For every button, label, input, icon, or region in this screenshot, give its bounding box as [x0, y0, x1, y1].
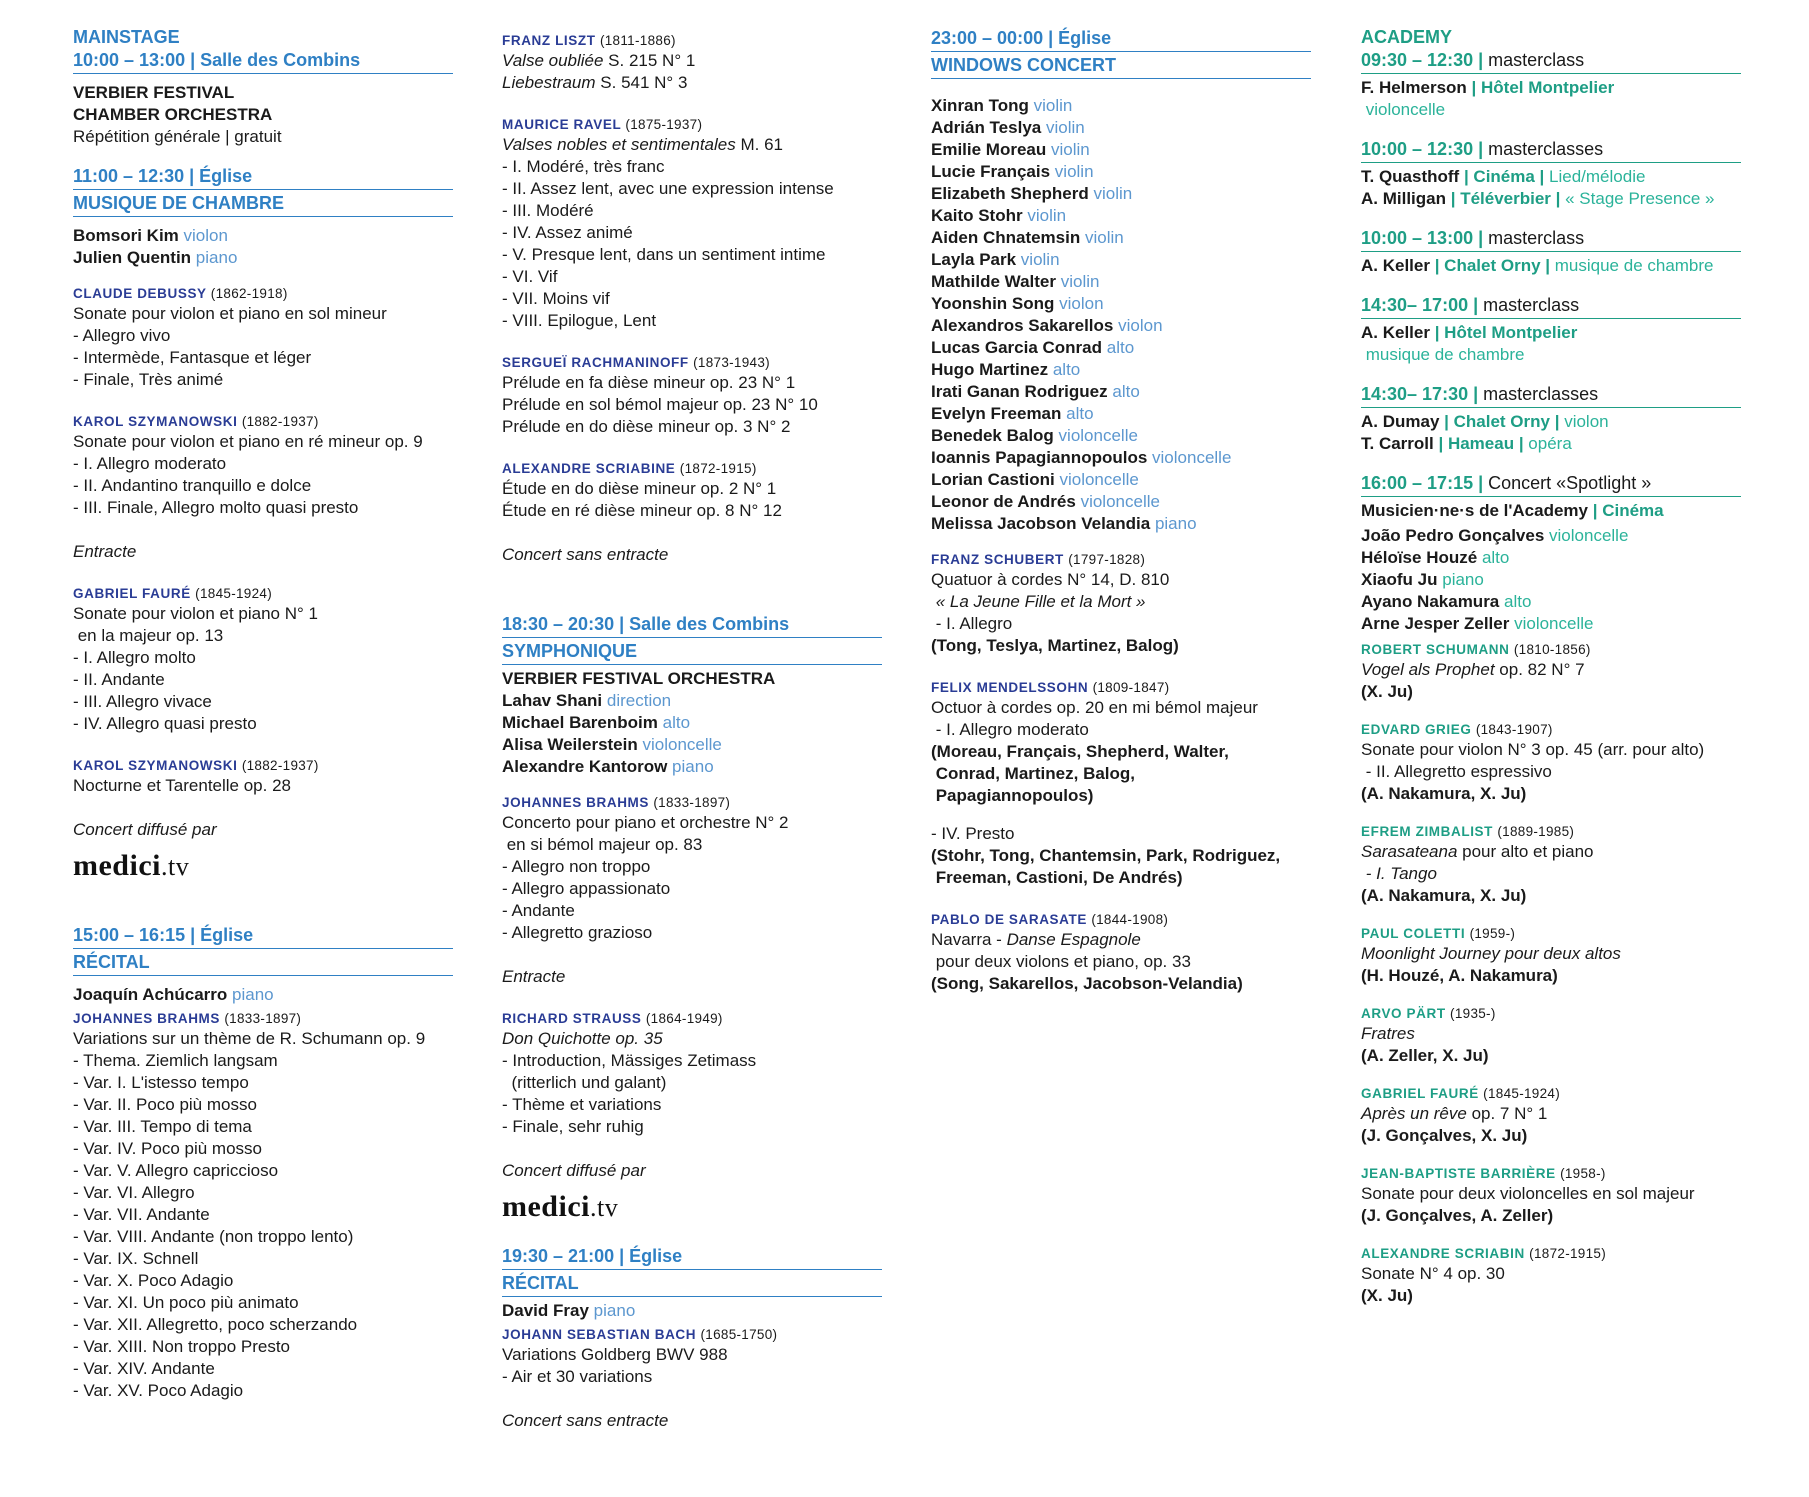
work-line: - IV. Presto	[931, 824, 1015, 843]
entracte: Entracte	[502, 967, 566, 986]
work-title: Moonlight Journey pour deux altos	[1361, 944, 1621, 963]
performer: Julien Quentin piano	[73, 248, 238, 267]
work-line: - Allegro vivo	[73, 326, 171, 345]
work-title: Navarra - Danse Espagnole	[931, 930, 1141, 949]
work-line: - III. Allegro vivace	[73, 692, 212, 711]
performer: João Pedro Gonçalves violoncelle	[1361, 526, 1629, 545]
composer: JEAN-BAPTISTE BARRIÈRE (1958-)	[1361, 1166, 1606, 1181]
masterclass-row: F. Helmerson | Hôtel Montpelier	[1361, 78, 1615, 97]
work-line: - Finale, sehr ruhig	[502, 1117, 644, 1136]
composer: KAROL SZYMANOWSKI (1882-1937)	[73, 758, 319, 773]
masterclass-subject: musique de chambre	[1361, 345, 1525, 364]
composer: RICHARD STRAUSS (1864-1949)	[502, 1011, 723, 1026]
session-time: 10:00 – 12:30 | masterclasses	[1361, 137, 1741, 163]
performer-group: (Song, Sakarellos, Jacobson-Velandia)	[931, 974, 1243, 993]
concert-subtitle: Musicien·ne·s de l'Academy | Cinéma	[1361, 501, 1664, 520]
work-line: - III. Finale, Allegro molto quasi presto	[73, 498, 359, 517]
performer: Michael Barenboim alto	[502, 713, 691, 732]
performer: Alexandre Kantorow piano	[502, 757, 714, 776]
work-line: - Var. IX. Schnell	[73, 1249, 199, 1268]
work-line: - Var. IV. Poco più mosso	[73, 1139, 262, 1158]
performer-group: Conrad, Martinez, Balog,	[931, 764, 1136, 783]
work-line: - Thema. Ziemlich langsam	[73, 1051, 278, 1070]
session-time: 10:00 – 13:00 | masterclass	[1361, 226, 1741, 252]
session-note: Concert sans entracte	[502, 1411, 669, 1430]
performer-group: (Tong, Teslya, Martinez, Balog)	[931, 636, 1179, 655]
work-title: Sonate pour violon N° 3 op. 45 (arr. pour alto)	[1361, 740, 1705, 759]
performer-group: Papagiannopoulos)	[931, 786, 1094, 805]
performer: Hugo Martinez alto	[931, 360, 1081, 379]
composer: ALEXANDRE SCRIABIN (1872-1915)	[1361, 1246, 1607, 1261]
work-line: - I. Modéré, très franc	[502, 157, 665, 176]
composer: MAURICE RAVEL (1875-1937)	[502, 117, 703, 132]
work-line: - Var. II. Poco più mosso	[73, 1095, 257, 1114]
masterclass-row: A. Keller | Chalet Orny | musique de chambre	[1361, 256, 1714, 275]
performer: Emilie Moreau violin	[931, 140, 1090, 159]
work-line: Liebestraum S. 541 N° 3	[502, 73, 688, 92]
performer-group: (J. Gonçalves, A. Zeller)	[1361, 1206, 1554, 1225]
session-time: 11:00 – 12:30 | Église	[73, 164, 453, 190]
column-windows-concert	[931, 26, 1311, 995]
work-line: - Thème et variations	[502, 1095, 662, 1114]
work-line: - Var. III. Tempo di tema	[73, 1117, 252, 1136]
session-title: SYMPHONIQUE	[502, 639, 882, 665]
work-line: - Introduction, Mässiges Zetimass	[502, 1051, 757, 1070]
work-title: Vogel als Prophet op. 82 N° 7	[1361, 660, 1585, 679]
performer-group: (A. Zeller, X. Ju)	[1361, 1046, 1489, 1065]
column-academy	[1361, 26, 1741, 1307]
work-line: - Var. XII. Allegretto, poco scherzando	[73, 1315, 358, 1334]
medici-logo: medici.tv	[502, 1190, 619, 1223]
work-line: - II. Assez lent, avec une expression intense	[502, 179, 834, 198]
composer: CLAUDE DEBUSSY (1862-1918)	[73, 286, 288, 301]
work-line: - III. Modéré	[502, 201, 594, 220]
session-time: 23:00 – 00:00 | Église	[931, 26, 1311, 52]
performer: Lucie Français violin	[931, 162, 1094, 181]
work-line: Sonate pour violon et piano en ré mineur op. 9	[73, 432, 423, 451]
performer-group: (X. Ju)	[1361, 682, 1413, 701]
work-line: - Var. VIII. Andante (non troppo lento)	[73, 1227, 354, 1246]
ensemble-name: VERBIER FESTIVAL	[73, 83, 235, 102]
performer: Arne Jesper Zeller violoncelle	[1361, 614, 1594, 633]
performer: Benedek Balog violoncelle	[931, 426, 1138, 445]
work-line: - I. Allegro	[931, 614, 1013, 633]
work-title: Après un rêve op. 7 N° 1	[1361, 1104, 1548, 1123]
masterclass-subject: violoncelle	[1361, 100, 1446, 119]
composer: SERGUEÏ RACHMANINOFF (1873-1943)	[502, 355, 770, 370]
work-line: - Finale, Très animé	[73, 370, 224, 389]
work-title: Fratres	[1361, 1024, 1415, 1043]
work-line: - VIII. Epilogue, Lent	[502, 311, 657, 330]
work-line: - Var. V. Allegro capriccioso	[73, 1161, 279, 1180]
work-line: Prélude en sol bémol majeur op. 23 N° 10	[502, 395, 818, 414]
work-line: - VII. Moins vif	[502, 289, 610, 308]
work-line: - Var. XIV. Andante	[73, 1359, 215, 1378]
work-line: Étude en ré dièse mineur op. 8 N° 12	[502, 501, 782, 520]
performer: Lorian Castioni violoncelle	[931, 470, 1139, 489]
performer: Héloïse Houzé alto	[1361, 548, 1510, 567]
performer: Melissa Jacobson Velandia piano	[931, 514, 1197, 533]
performer: Adrián Teslya violin	[931, 118, 1085, 137]
work-line: Variations Goldberg BWV 988	[502, 1345, 728, 1364]
work-line: Prélude en fa dièse mineur op. 23 N° 1	[502, 373, 796, 392]
work-line: en si bémol majeur op. 83	[502, 835, 703, 854]
session-time: 19:30 – 21:00 | Église	[502, 1244, 882, 1270]
session-time: 10:00 – 13:00 | Salle des Combins	[73, 48, 453, 74]
session-title: WINDOWS CONCERT	[931, 53, 1311, 79]
academy-heading: ACADEMY	[1361, 27, 1453, 47]
work-line: Étude en do dièse mineur op. 2 N° 1	[502, 479, 777, 498]
work-line: Valse oubliée S. 215 N° 1	[502, 51, 696, 70]
work-line: - V. Presque lent, dans un sentiment intime	[502, 245, 826, 264]
work-line: Prélude en do dièse mineur op. 3 N° 2	[502, 417, 791, 436]
session-time: 18:30 – 20:30 | Salle des Combins	[502, 612, 882, 638]
work-title: Don Quichotte op. 35	[502, 1029, 663, 1048]
work-line: « La Jeune Fille et la Mort »	[931, 592, 1146, 611]
session-time: 14:30– 17:00 | masterclass	[1361, 293, 1741, 319]
session-time: 15:00 – 16:15 | Église	[73, 923, 453, 949]
composer: ROBERT SCHUMANN (1810-1856)	[1361, 642, 1591, 657]
performer-group: Freeman, Castioni, De Andrés)	[931, 868, 1183, 887]
session-title: RÉCITAL	[73, 950, 453, 976]
work-line: - II. Allegretto espressivo	[1361, 762, 1552, 781]
column-mainstage-1	[73, 26, 453, 1402]
performer: Kaito Stohr violin	[931, 206, 1067, 225]
medici-logo: medici.tv	[73, 849, 190, 882]
performer: Mathilde Walter violin	[931, 272, 1100, 291]
composer: EDVARD GRIEG (1843-1907)	[1361, 722, 1553, 737]
work-line: - II. Andante	[73, 670, 165, 689]
work-title: Sonate pour deux violoncelles en sol majeur	[1361, 1184, 1695, 1203]
performer-group: (A. Nakamura, X. Ju)	[1361, 886, 1527, 905]
work-line: - I. Allegro moderato	[73, 454, 227, 473]
composer: PABLO DE SARASATE (1844-1908)	[931, 912, 1169, 927]
work-line: - I. Allegro moderato	[931, 720, 1089, 739]
work-line: Octuor à cordes op. 20 en mi bémol majeur	[931, 698, 1258, 717]
work-title: Sarasateana pour alto et piano	[1361, 842, 1594, 861]
performer-group: (J. Gonçalves, X. Ju)	[1361, 1126, 1528, 1145]
composer: KAROL SZYMANOWSKI (1882-1937)	[73, 414, 319, 429]
work-line: - Var. X. Poco Adagio	[73, 1271, 234, 1290]
work-line: Concerto pour piano et orchestre N° 2	[502, 813, 789, 832]
performer: Bomsori Kim violon	[73, 226, 228, 245]
session-title: MUSIQUE DE CHAMBRE	[73, 191, 453, 217]
entracte: Entracte	[73, 542, 137, 561]
masterclass-row: A. Dumay | Chalet Orny | violon	[1361, 412, 1609, 431]
venue-heading: MAINSTAGE	[73, 27, 180, 47]
performer: Aiden Chnatemsin violin	[931, 228, 1124, 247]
composer: ARVO PÄRT (1935-)	[1361, 1006, 1496, 1021]
performer: Lucas Garcia Conrad alto	[931, 338, 1135, 357]
performer: Alexandros Sakarellos violon	[931, 316, 1163, 335]
performer-group: (Moreau, Français, Shepherd, Walter,	[931, 742, 1229, 761]
work-line: - IV. Assez animé	[502, 223, 633, 242]
session-time: 09:30 – 12:30 | masterclass	[1361, 48, 1741, 74]
session-note: Répétition générale | gratuit	[73, 127, 282, 146]
work-line: - Allegretto grazioso	[502, 923, 653, 942]
performer-group: (X. Ju)	[1361, 1286, 1413, 1305]
work-line: - VI. Vif	[502, 267, 558, 286]
work-line: Variations sur un thème de R. Schumann op. 9	[73, 1029, 426, 1048]
performer: Elizabeth Shepherd violin	[931, 184, 1133, 203]
work-line: - I. Tango	[1361, 864, 1437, 883]
work-line: Sonate pour violon et piano N° 1	[73, 604, 318, 623]
performer: Irati Ganan Rodriguez alto	[931, 382, 1140, 401]
performer: Lahav Shani direction	[502, 691, 672, 710]
work-line: - Var. XV. Poco Adagio	[73, 1381, 244, 1400]
composer: ALEXANDRE SCRIABINE (1872-1915)	[502, 461, 757, 476]
performer: Evelyn Freeman alto	[931, 404, 1094, 423]
masterclass-row: A. Milligan | Téléverbier | « Stage Presence »	[1361, 189, 1715, 208]
session-title: RÉCITAL	[502, 1271, 882, 1297]
session-time: 16:00 – 17:15 | Concert «Spotlight »	[1361, 471, 1741, 497]
work-line: - I. Allegro molto	[73, 648, 196, 667]
composer: JOHANNES BRAHMS (1833-1897)	[502, 795, 731, 810]
work-line: - Allegro non troppo	[502, 857, 651, 876]
work-line: pour deux violons et piano, op. 33	[931, 952, 1191, 971]
composer: EFREM ZIMBALIST (1889-1985)	[1361, 824, 1575, 839]
masterclass-row: T. Carroll | Hameau | opéra	[1361, 434, 1572, 453]
composer: JOHANN SEBASTIAN BACH (1685-1750)	[502, 1327, 778, 1342]
performer: Ayano Nakamura alto	[1361, 592, 1532, 611]
work-line: Sonate pour violon et piano en sol mineur	[73, 304, 387, 323]
work-line: - Air et 30 variations	[502, 1367, 653, 1386]
work-line: - Allegro appassionato	[502, 879, 671, 898]
work-line: - Intermède, Fantasque et léger	[73, 348, 312, 367]
composer: FRANZ LISZT (1811-1886)	[502, 33, 676, 48]
work-line: - IV. Allegro quasi presto	[73, 714, 257, 733]
work-line: Quatuor à cordes N° 14, D. 810	[931, 570, 1170, 589]
work-line: - Andante	[502, 901, 575, 920]
performer-group: (A. Nakamura, X. Ju)	[1361, 784, 1527, 803]
ensemble-name: VERBIER FESTIVAL ORCHESTRA	[502, 669, 776, 688]
performer: Joaquín Achúcarro piano	[73, 985, 274, 1004]
composer: PAUL COLETTI (1959-)	[1361, 926, 1516, 941]
performer: David Fray piano	[502, 1301, 636, 1320]
performer: Alisa Weilerstein violoncelle	[502, 735, 722, 754]
work-line: en la majeur op. 13	[73, 626, 224, 645]
performer: Xiaofu Ju piano	[1361, 570, 1484, 589]
work-line: - Var. VII. Andante	[73, 1205, 210, 1224]
composer: GABRIEL FAURÉ (1845-1924)	[1361, 1086, 1561, 1101]
composer: JOHANNES BRAHMS (1833-1897)	[73, 1011, 302, 1026]
performer: Leonor de Andrés violoncelle	[931, 492, 1160, 511]
composer: FRANZ SCHUBERT (1797-1828)	[931, 552, 1146, 567]
composer: FELIX MENDELSSOHN (1809-1847)	[931, 680, 1170, 695]
work-line: - II. Andantino tranquillo e dolce	[73, 476, 312, 495]
work-line: Nocturne et Tarentelle op. 28	[73, 776, 291, 795]
work-title: Valses nobles et sentimentales M. 61	[502, 135, 783, 154]
work-line: - Var. I. L'istesso tempo	[73, 1073, 249, 1092]
performer: Yoonshin Song violon	[931, 294, 1104, 313]
performer-group: (Stohr, Tong, Chantemsin, Park, Rodriguez,	[931, 846, 1281, 865]
session-time: 14:30– 17:30 | masterclasses	[1361, 382, 1741, 408]
column-mainstage-2	[502, 32, 882, 1432]
composer: GABRIEL FAURÉ (1845-1924)	[73, 586, 273, 601]
ensemble-name: CHAMBER ORCHESTRA	[73, 105, 273, 124]
performer-group: (H. Houzé, A. Nakamura)	[1361, 966, 1558, 985]
performer: Ioannis Papagiannopoulos violoncelle	[931, 448, 1232, 467]
performer: Layla Park violin	[931, 250, 1060, 269]
work-title: Sonate N° 4 op. 30	[1361, 1264, 1505, 1283]
broadcast-note: Concert diffusé par	[73, 820, 217, 839]
masterclass-row: T. Quasthoff | Cinéma | Lied/mélodie	[1361, 167, 1646, 186]
work-line: - Var. XI. Un poco più animato	[73, 1293, 299, 1312]
masterclass-row: A. Keller | Hôtel Montpelier	[1361, 323, 1578, 342]
session-note: Concert sans entracte	[502, 545, 669, 564]
work-line: - Var. VI. Allegro	[73, 1183, 195, 1202]
work-line: (ritterlich und galant)	[502, 1073, 667, 1092]
performer: Xinran Tong violin	[931, 96, 1073, 115]
broadcast-note: Concert diffusé par	[502, 1161, 646, 1180]
work-line: - Var. XIII. Non troppo Presto	[73, 1337, 291, 1356]
